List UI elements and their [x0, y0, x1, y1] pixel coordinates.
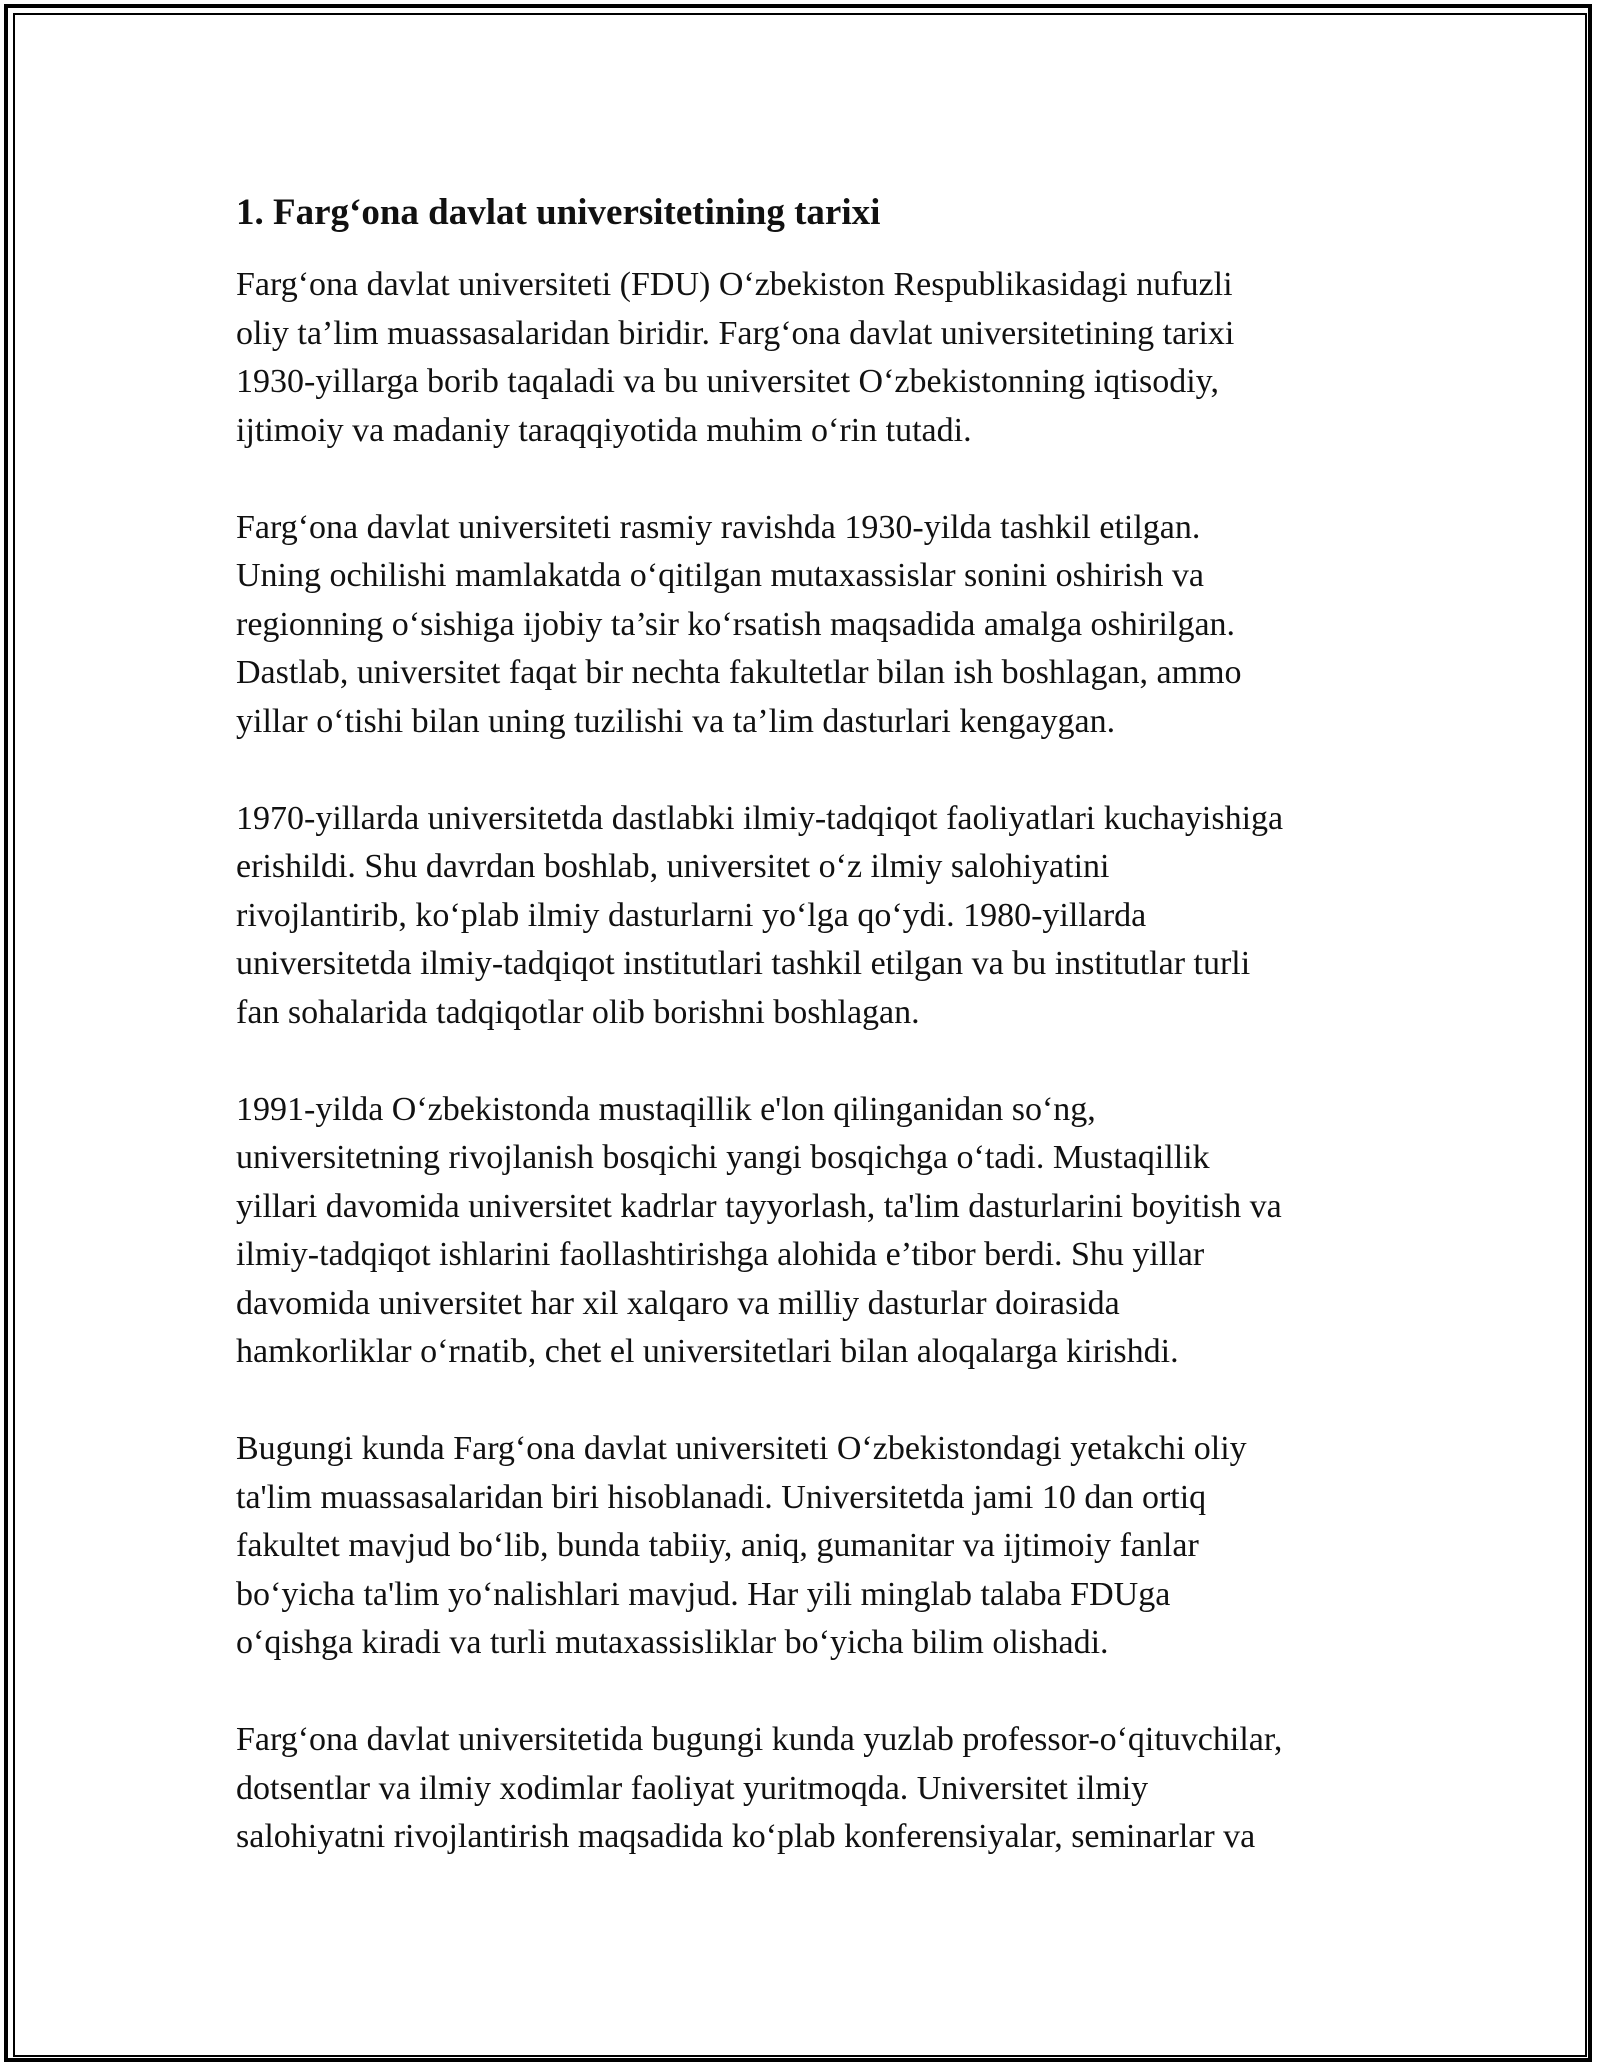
text-line: universitetda ilmiy-tadqiqot institutlari tashkil etilgan va bu institutlar turli	[236, 945, 1251, 982]
section-heading: 1. Farg‘ona davlat universitetining tarixi	[236, 192, 881, 233]
text-line: Dastlab, universitet faqat bir nechta fakultetlar bilan ish boshlagan, ammo	[236, 654, 1242, 691]
paragraph-spacer	[236, 1377, 1386, 1426]
text-line: rivojlantirib, ko‘plab ilmiy dasturlarni yo‘lga qo‘ydi. 1980-yillarda	[236, 896, 1147, 934]
text-line: Bugungi kunda Farg‘ona davlat universiteti O‘zbekistondagi yetakchi oliy	[236, 1430, 1247, 1467]
text-line: davomida universitet har xil xalqaro va milliy dasturlar doirasida	[236, 1284, 1120, 1322]
text-line: hamkorliklar o‘rnatib, chet el universitetlari bilan aloqalarga kirishdi.	[236, 1333, 1179, 1370]
paragraph-spacer	[236, 1037, 1386, 1086]
text-line: universitetning rivojlanish bosqichi yangi bosqichga o‘tadi. Mustaqillik	[236, 1139, 1210, 1176]
paragraph-spacer	[236, 746, 1386, 795]
paragraph-6	[236, 1716, 1386, 1862]
text-line: ta'lim muassasalaridan biri hisoblanadi. Universitetda jami 10 dan ortiq	[236, 1478, 1207, 1516]
text-line: erishildi. Shu davrdan boshlab, universitet o‘z ilmiy salohiyatini	[236, 848, 1110, 885]
paragraph-spacer	[236, 455, 1386, 504]
text-line: yillar o‘tishi bilan uning tuzilishi va ta’lim dasturlari kengaygan.	[236, 702, 1116, 740]
text-line: regionning o‘sishiga ijobiy ta’sir ko‘rsatish maqsadida amalga oshirilgan.	[236, 605, 1236, 643]
text-line: fakultet mavjud bo‘lib, bunda tabiiy, aniq, gumanitar va ijtimoiy fanlar	[236, 1527, 1199, 1564]
text-line: ijtimoiy va madaniy taraqqiyotida muhim o‘rin tutadi.	[236, 411, 972, 449]
document-body	[236, 185, 1386, 1862]
text-line: Farg‘ona davlat universiteti rasmiy ravishda 1930-yilda tashkil etilgan.	[236, 508, 1201, 546]
text-line: oliy ta’lim muassasalaridan biridir. Farg‘ona davlat universitetining tarixi	[236, 314, 1235, 352]
text-line: bo‘yicha ta'lim yo‘nalishlari mavjud. Har yili minglab talaba FDUga	[236, 1575, 1171, 1613]
text-line: Uning ochilishi mamlakatda o‘qitilgan mutaxassislar sonini oshirish va	[236, 557, 1204, 594]
text-line: yillari davomida universitet kadrlar tayyorlash, ta'lim dasturlarini boyitish va	[236, 1187, 1282, 1225]
paragraph-5	[236, 1425, 1386, 1668]
paragraph-1	[236, 261, 1386, 455]
text-line: salohiyatni rivojlantirish maqsadida ko‘plab konferensiyalar, seminarlar va	[236, 1818, 1256, 1855]
text-line: fan sohalarida tadqiqotlar olib borishni boshlagan.	[236, 993, 920, 1031]
text-line: 1930-yillarga borib taqaladi va bu universitet O‘zbekistonning iqtisodiy,	[236, 363, 1219, 400]
text-line: ilmiy-tadqiqot ishlarini faollashtirishga alohida e’tibor berdi. Shu yillar	[236, 1236, 1205, 1273]
text-line: o‘qishga kiradi va turli mutaxassisliklar bo‘yicha bilim olishadi.	[236, 1624, 1109, 1661]
text-line: Farg‘ona davlat universitetida bugungi kunda yuzlab professor-o‘qituvchilar,	[236, 1721, 1283, 1758]
paragraph-3	[236, 795, 1386, 1038]
paragraph-spacer	[236, 1668, 1386, 1717]
text-line: dotsentlar va ilmiy xodimlar faoliyat yuritmoqda. Universitet ilmiy	[236, 1769, 1149, 1807]
text-line: 1970-yillarda universitetda dastlabki ilmiy-tadqiqot faoliyatlari kuchayishiga	[236, 799, 1284, 837]
paragraph-4	[236, 1086, 1386, 1377]
text-line: Farg‘ona davlat universiteti (FDU) O‘zbekiston Respublikasidagi nufuzli	[236, 266, 1233, 303]
text-line: 1991-yilda O‘zbekistonda mustaqillik e'lon qilinganidan so‘ng,	[236, 1090, 1096, 1128]
paragraph-2	[236, 504, 1386, 747]
heading-spacer	[236, 241, 1386, 261]
